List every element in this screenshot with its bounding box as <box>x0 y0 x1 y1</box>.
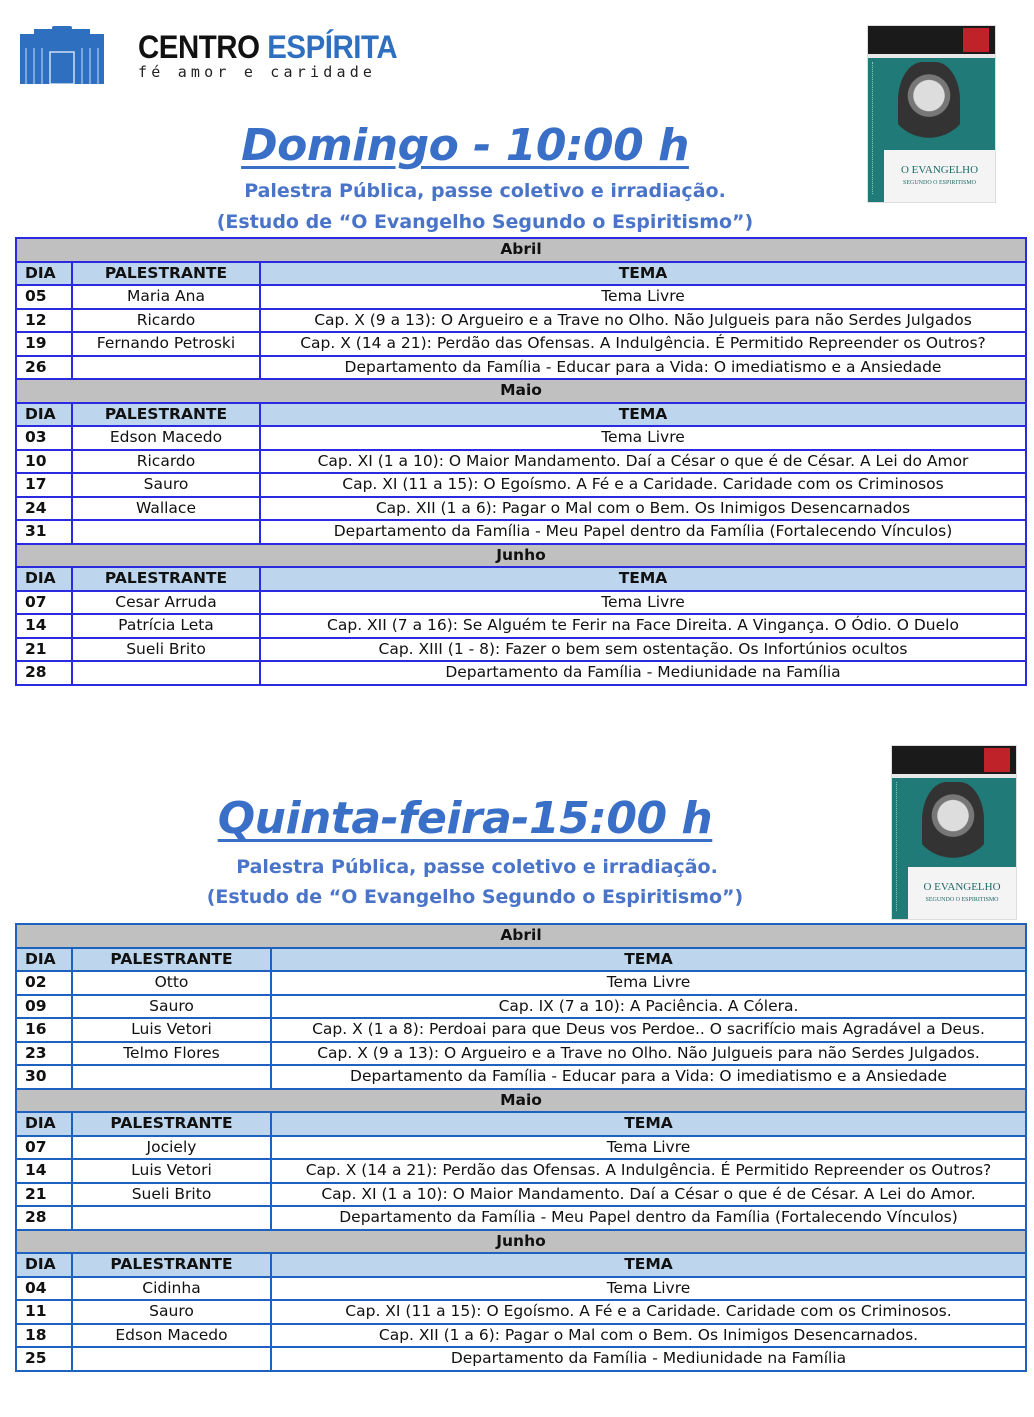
day-cell: 28 <box>16 661 72 685</box>
table-row <box>16 661 1026 685</box>
book-cover-image <box>867 25 996 203</box>
speaker-cell: Ricardo <box>72 450 260 474</box>
theme-cell: Cap. X (14 a 21): Perdão das Ofensas. A Indulgência. É Permitido Repreender os Outros? <box>271 1159 1026 1183</box>
column-header-dia: DIA <box>16 567 72 591</box>
table-row <box>16 591 1026 615</box>
theme-cell: Cap. X (9 a 13): O Argueiro e a Trave no Olho. Não Julgueis para não Serdes Julgados. <box>271 1042 1026 1066</box>
table-row <box>16 1347 1026 1371</box>
speaker-cell: Maria Ana <box>72 285 260 309</box>
table-row <box>16 638 1026 662</box>
table-row <box>16 1206 1026 1230</box>
day-cell: 05 <box>16 285 72 309</box>
section-study-note: (Estudo de “O Evangelho Segundo o Espiritismo”) <box>216 211 754 233</box>
speaker-cell <box>72 356 260 380</box>
day-cell: 18 <box>16 1324 72 1348</box>
month-header-row <box>16 379 1026 403</box>
column-header-tema: TEMA <box>260 567 1026 591</box>
column-header-palestrante: PALESTRANTE <box>72 262 260 286</box>
day-cell: 10 <box>16 450 72 474</box>
column-header-palestrante: PALESTRANTE <box>72 1112 271 1136</box>
table-row <box>16 1300 1026 1324</box>
speaker-cell <box>72 1347 271 1371</box>
speaker-cell: Otto <box>72 971 271 995</box>
theme-cell: Tema Livre <box>271 1277 1026 1301</box>
table-row <box>16 1183 1026 1207</box>
day-cell: 14 <box>16 1159 72 1183</box>
theme-cell: Cap. XI (1 a 10): O Maior Mandamento. Daí a César o que é de César. A Lei do Amor. <box>271 1183 1026 1207</box>
schedule-table-domingo <box>15 237 1027 686</box>
speaker-cell: Luis Vetori <box>72 1159 271 1183</box>
column-header-tema: TEMA <box>271 948 1026 972</box>
month-name: Maio <box>16 1089 1026 1113</box>
column-header-row <box>16 948 1026 972</box>
theme-cell: Departamento da Família - Mediunidade na Família <box>271 1347 1026 1371</box>
speaker-cell: Cidinha <box>72 1277 271 1301</box>
brand-name-part1: CENTRO <box>138 29 260 65</box>
table-row <box>16 473 1026 497</box>
book-title: O EVANGELHO <box>900 164 979 176</box>
table-row <box>16 426 1026 450</box>
month-name: Abril <box>16 238 1026 262</box>
table-row <box>16 520 1026 544</box>
speaker-cell: Wallace <box>72 497 260 521</box>
day-cell: 21 <box>16 1183 72 1207</box>
column-header-row <box>16 262 1026 286</box>
column-header-tema: TEMA <box>260 262 1026 286</box>
building-icon <box>20 26 104 84</box>
column-header-dia: DIA <box>16 948 72 972</box>
day-cell: 16 <box>16 1018 72 1042</box>
month-name: Junho <box>16 544 1026 568</box>
schedule-table-quinta <box>15 923 1027 1372</box>
speaker-cell: Sauro <box>72 995 271 1019</box>
day-cell: 02 <box>16 971 72 995</box>
day-cell: 03 <box>16 426 72 450</box>
theme-cell: Cap. XI (11 a 15): O Egoísmo. A Fé e a Caridade. Caridade com os Criminosos. <box>271 1300 1026 1324</box>
table-row <box>16 995 1026 1019</box>
section-title: Quinta-feira-15:00 h <box>217 793 713 844</box>
month-header-row <box>16 1230 1026 1254</box>
theme-cell: Tema Livre <box>260 426 1026 450</box>
theme-cell: Cap. XII (7 a 16): Se Alguém te Ferir na Face Direita. A Vingança. O Ódio. O Duelo <box>260 614 1026 638</box>
month-header-row <box>16 238 1026 262</box>
theme-cell: Cap. X (1 a 8): Perdoai para que Deus vos Perdoe.. O sacrifício mais Agradável a Deus. <box>271 1018 1026 1042</box>
section-subtitle: Palestra Pública, passe coletivo e irradiação. <box>244 180 726 202</box>
theme-cell: Cap. XI (1 a 10): O Maior Mandamento. Daí a César o que é de César. A Lei do Amor <box>260 450 1026 474</box>
speaker-cell: Sueli Brito <box>72 638 260 662</box>
day-cell: 14 <box>16 614 72 638</box>
speaker-cell: Jociely <box>72 1136 271 1160</box>
table-row <box>16 285 1026 309</box>
theme-cell: Tema Livre <box>271 971 1026 995</box>
theme-cell: Departamento da Família - Mediunidade na Família <box>260 661 1026 685</box>
day-cell: 23 <box>16 1042 72 1066</box>
theme-cell: Cap. XI (11 a 15): O Egoísmo. A Fé e a Caridade. Caridade com os Criminosos <box>260 473 1026 497</box>
table-row <box>16 332 1026 356</box>
month-header-row <box>16 544 1026 568</box>
table-row <box>16 1042 1026 1066</box>
day-cell: 11 <box>16 1300 72 1324</box>
section-subtitle: Palestra Pública, passe coletivo e irradiação. <box>236 856 718 878</box>
month-name: Junho <box>16 1230 1026 1254</box>
book-title: O EVANGELHO <box>923 881 1001 893</box>
column-header-tema: TEMA <box>271 1112 1026 1136</box>
speaker-cell: Sauro <box>72 1300 271 1324</box>
theme-cell: Cap. IX (7 a 10): A Paciência. A Cólera. <box>271 995 1026 1019</box>
speaker-cell: Patrícia Leta <box>72 614 260 638</box>
speaker-cell: Sueli Brito <box>72 1183 271 1207</box>
day-cell: 21 <box>16 638 72 662</box>
speaker-cell: Luis Vetori <box>72 1018 271 1042</box>
theme-cell: Tema Livre <box>271 1136 1026 1160</box>
brand-name-part2: ESPÍRITA <box>267 29 398 65</box>
brand-tagline: fé amor e caridade <box>138 63 377 81</box>
day-cell: 04 <box>16 1277 72 1301</box>
table-row <box>16 309 1026 333</box>
day-cell: 25 <box>16 1347 72 1371</box>
theme-cell: Tema Livre <box>260 591 1026 615</box>
table-row <box>16 1159 1026 1183</box>
speaker-cell <box>72 520 260 544</box>
speaker-cell: Ricardo <box>72 309 260 333</box>
speaker-cell: Edson Macedo <box>72 426 260 450</box>
column-header-tema: TEMA <box>271 1253 1026 1277</box>
theme-cell: Tema Livre <box>260 285 1026 309</box>
month-header-row <box>16 924 1026 948</box>
speaker-cell <box>72 661 260 685</box>
table-row <box>16 1065 1026 1089</box>
column-header-row <box>16 567 1026 591</box>
column-header-dia: DIA <box>16 1253 72 1277</box>
theme-cell: Cap. X (14 a 21): Perdão das Ofensas. A Indulgência. É Permitido Repreender os Outros? <box>260 332 1026 356</box>
table-row <box>16 1018 1026 1042</box>
book-subtitle: SEGUNDO O ESPIRITISMO <box>925 897 999 903</box>
speaker-cell <box>72 1206 271 1230</box>
column-header-palestrante: PALESTRANTE <box>72 403 260 427</box>
day-cell: 09 <box>16 995 72 1019</box>
day-cell: 30 <box>16 1065 72 1089</box>
speaker-cell: Fernando Petroski <box>72 332 260 356</box>
column-header-palestrante: PALESTRANTE <box>72 948 271 972</box>
section-title: Domingo - 10:00 h <box>241 120 689 171</box>
theme-cell: Cap. XII (1 a 6): Pagar o Mal com o Bem. Os Inimigos Desencarnados. <box>271 1324 1026 1348</box>
column-header-palestrante: PALESTRANTE <box>72 567 260 591</box>
speaker-cell: Edson Macedo <box>72 1324 271 1348</box>
table-row <box>16 614 1026 638</box>
month-header-row <box>16 1089 1026 1113</box>
theme-cell: Departamento da Família - Meu Papel dentro da Família (Fortalecendo Vínculos) <box>271 1206 1026 1230</box>
table-row <box>16 356 1026 380</box>
column-header-tema: TEMA <box>260 403 1026 427</box>
theme-cell: Cap. XIII (1 - 8): Fazer o bem sem ostentação. Os Infortúnios ocultos <box>260 638 1026 662</box>
table-row <box>16 1277 1026 1301</box>
day-cell: 24 <box>16 497 72 521</box>
day-cell: 17 <box>16 473 72 497</box>
day-cell: 19 <box>16 332 72 356</box>
column-header-palestrante: PALESTRANTE <box>72 1253 271 1277</box>
column-header-row <box>16 403 1026 427</box>
brand-name <box>138 30 397 64</box>
column-header-dia: DIA <box>16 262 72 286</box>
speaker-cell <box>72 1065 271 1089</box>
month-name: Maio <box>16 379 1026 403</box>
speaker-cell: Telmo Flores <box>72 1042 271 1066</box>
theme-cell: Cap. X (9 a 13): O Argueiro e a Trave no Olho. Não Julgueis para não Serdes Julgados <box>260 309 1026 333</box>
brand-logotype <box>138 30 420 80</box>
table-row <box>16 1136 1026 1160</box>
day-cell: 26 <box>16 356 72 380</box>
month-name: Abril <box>16 924 1026 948</box>
theme-cell: Departamento da Família - Educar para a Vida: O imediatismo e a Ansiedade <box>260 356 1026 380</box>
day-cell: 31 <box>16 520 72 544</box>
speaker-cell: Cesar Arruda <box>72 591 260 615</box>
day-cell: 28 <box>16 1206 72 1230</box>
day-cell: 12 <box>16 309 72 333</box>
theme-cell: Departamento da Família - Educar para a Vida: O imediatismo e a Ansiedade <box>271 1065 1026 1089</box>
theme-cell: Cap. XII (1 a 6): Pagar o Mal com o Bem. Os Inimigos Desencarnados <box>260 497 1026 521</box>
column-header-dia: DIA <box>16 1112 72 1136</box>
column-header-row <box>16 1253 1026 1277</box>
table-row <box>16 497 1026 521</box>
speaker-cell: Sauro <box>72 473 260 497</box>
column-header-row <box>16 1112 1026 1136</box>
table-row <box>16 1324 1026 1348</box>
table-row <box>16 450 1026 474</box>
table-row <box>16 971 1026 995</box>
book-subtitle: SEGUNDO O ESPIRITISMO <box>902 180 976 186</box>
day-cell: 07 <box>16 1136 72 1160</box>
column-header-dia: DIA <box>16 403 72 427</box>
section-study-note: (Estudo de “O Evangelho Segundo o Espiritismo”) <box>206 886 744 908</box>
theme-cell: Departamento da Família - Meu Papel dentro da Família (Fortalecendo Vínculos) <box>260 520 1026 544</box>
day-cell: 07 <box>16 591 72 615</box>
